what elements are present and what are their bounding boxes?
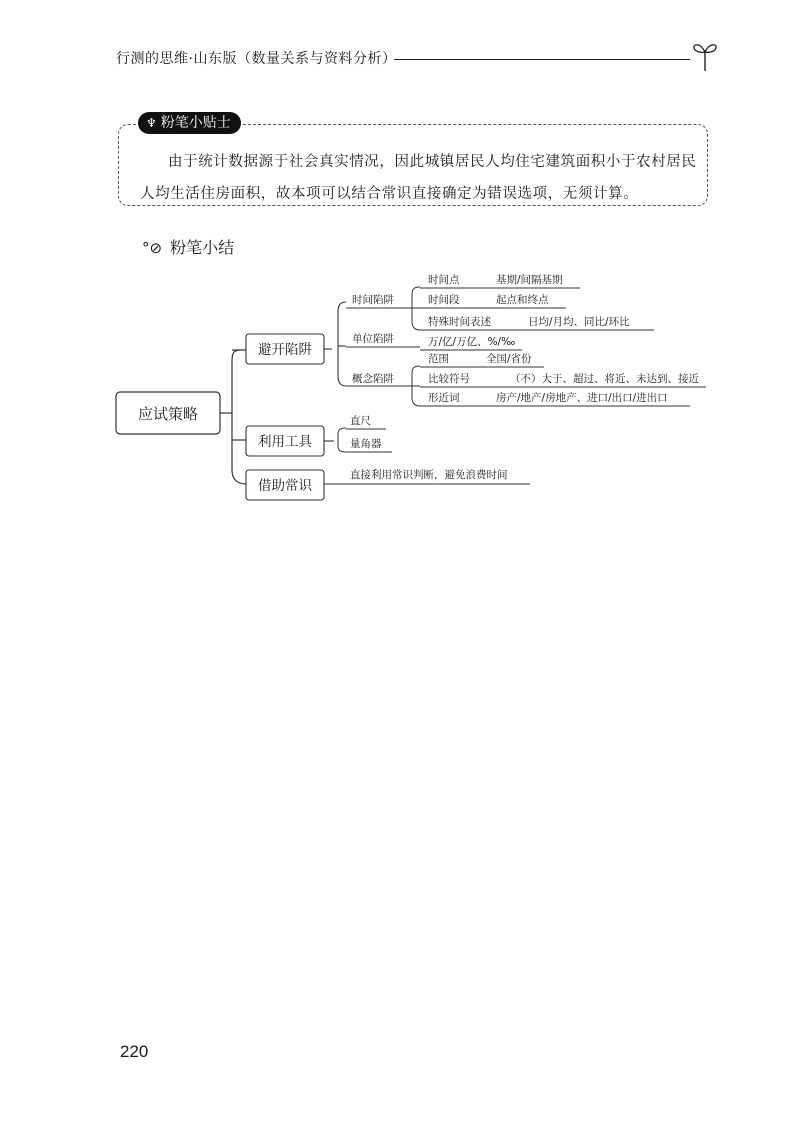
time-span-label: 时间段: [428, 294, 460, 306]
branch-label-avoid-traps: 避开陷阱: [258, 342, 312, 358]
tip-badge-label: 粉笔小贴士: [160, 115, 231, 131]
concept-trap-label: 概念陷阱: [352, 373, 394, 385]
special-time-label: 特殊时间表述: [428, 316, 491, 328]
branch-label-common-sense: 借助常识: [258, 478, 312, 494]
branch-label-use-tools: 利用工具: [258, 434, 312, 450]
time-span-detail: 起点和终点: [496, 294, 549, 306]
summary-heading-label: 粉笔小结: [170, 238, 235, 257]
page-number: 220: [120, 1042, 149, 1061]
compare-symbol-detail: （不）大于、超过、将近、未达到、接近: [510, 373, 699, 385]
scope-label: 范围: [428, 353, 449, 365]
tip-text: 由于统计数据源于社会真实情况，因此城镇居民人均住宅建筑面积小于农村居民人均生活住房面积，故本项可以结合常识直接确定为错误选项，无须计算。: [140, 154, 697, 202]
root-label: 应试策略: [137, 405, 199, 423]
unit-trap-detail: 万/亿/万亿、%/‰: [428, 336, 516, 348]
similar-words-detail: 房产/地产/房地产、进口/出口/进出口: [496, 392, 668, 404]
similar-words-label: 形近词: [428, 392, 460, 404]
leaf-icon: ♆: [146, 116, 157, 130]
time-point-detail: 基期/间隔基期: [496, 274, 563, 286]
tool-protractor: 量角器: [350, 438, 382, 450]
special-time-detail: 日均/月均、同比/环比: [528, 316, 630, 328]
compare-symbol-label: 比较符号: [428, 373, 470, 385]
common-sense-detail: 直接利用常识判断，避免浪费时间: [350, 469, 508, 481]
time-point-label: 时间点: [428, 274, 460, 286]
tool-ruler: 直尺: [350, 415, 371, 427]
unit-trap-label: 单位陷阱: [352, 333, 394, 345]
time-trap-label: 时间陷阱: [352, 294, 394, 306]
pen-icon: °⊘: [142, 239, 163, 257]
header-title: 行测的思维·山东版（数量关系与资料分析）: [116, 51, 397, 67]
scope-detail: 全国/省份: [486, 353, 532, 365]
